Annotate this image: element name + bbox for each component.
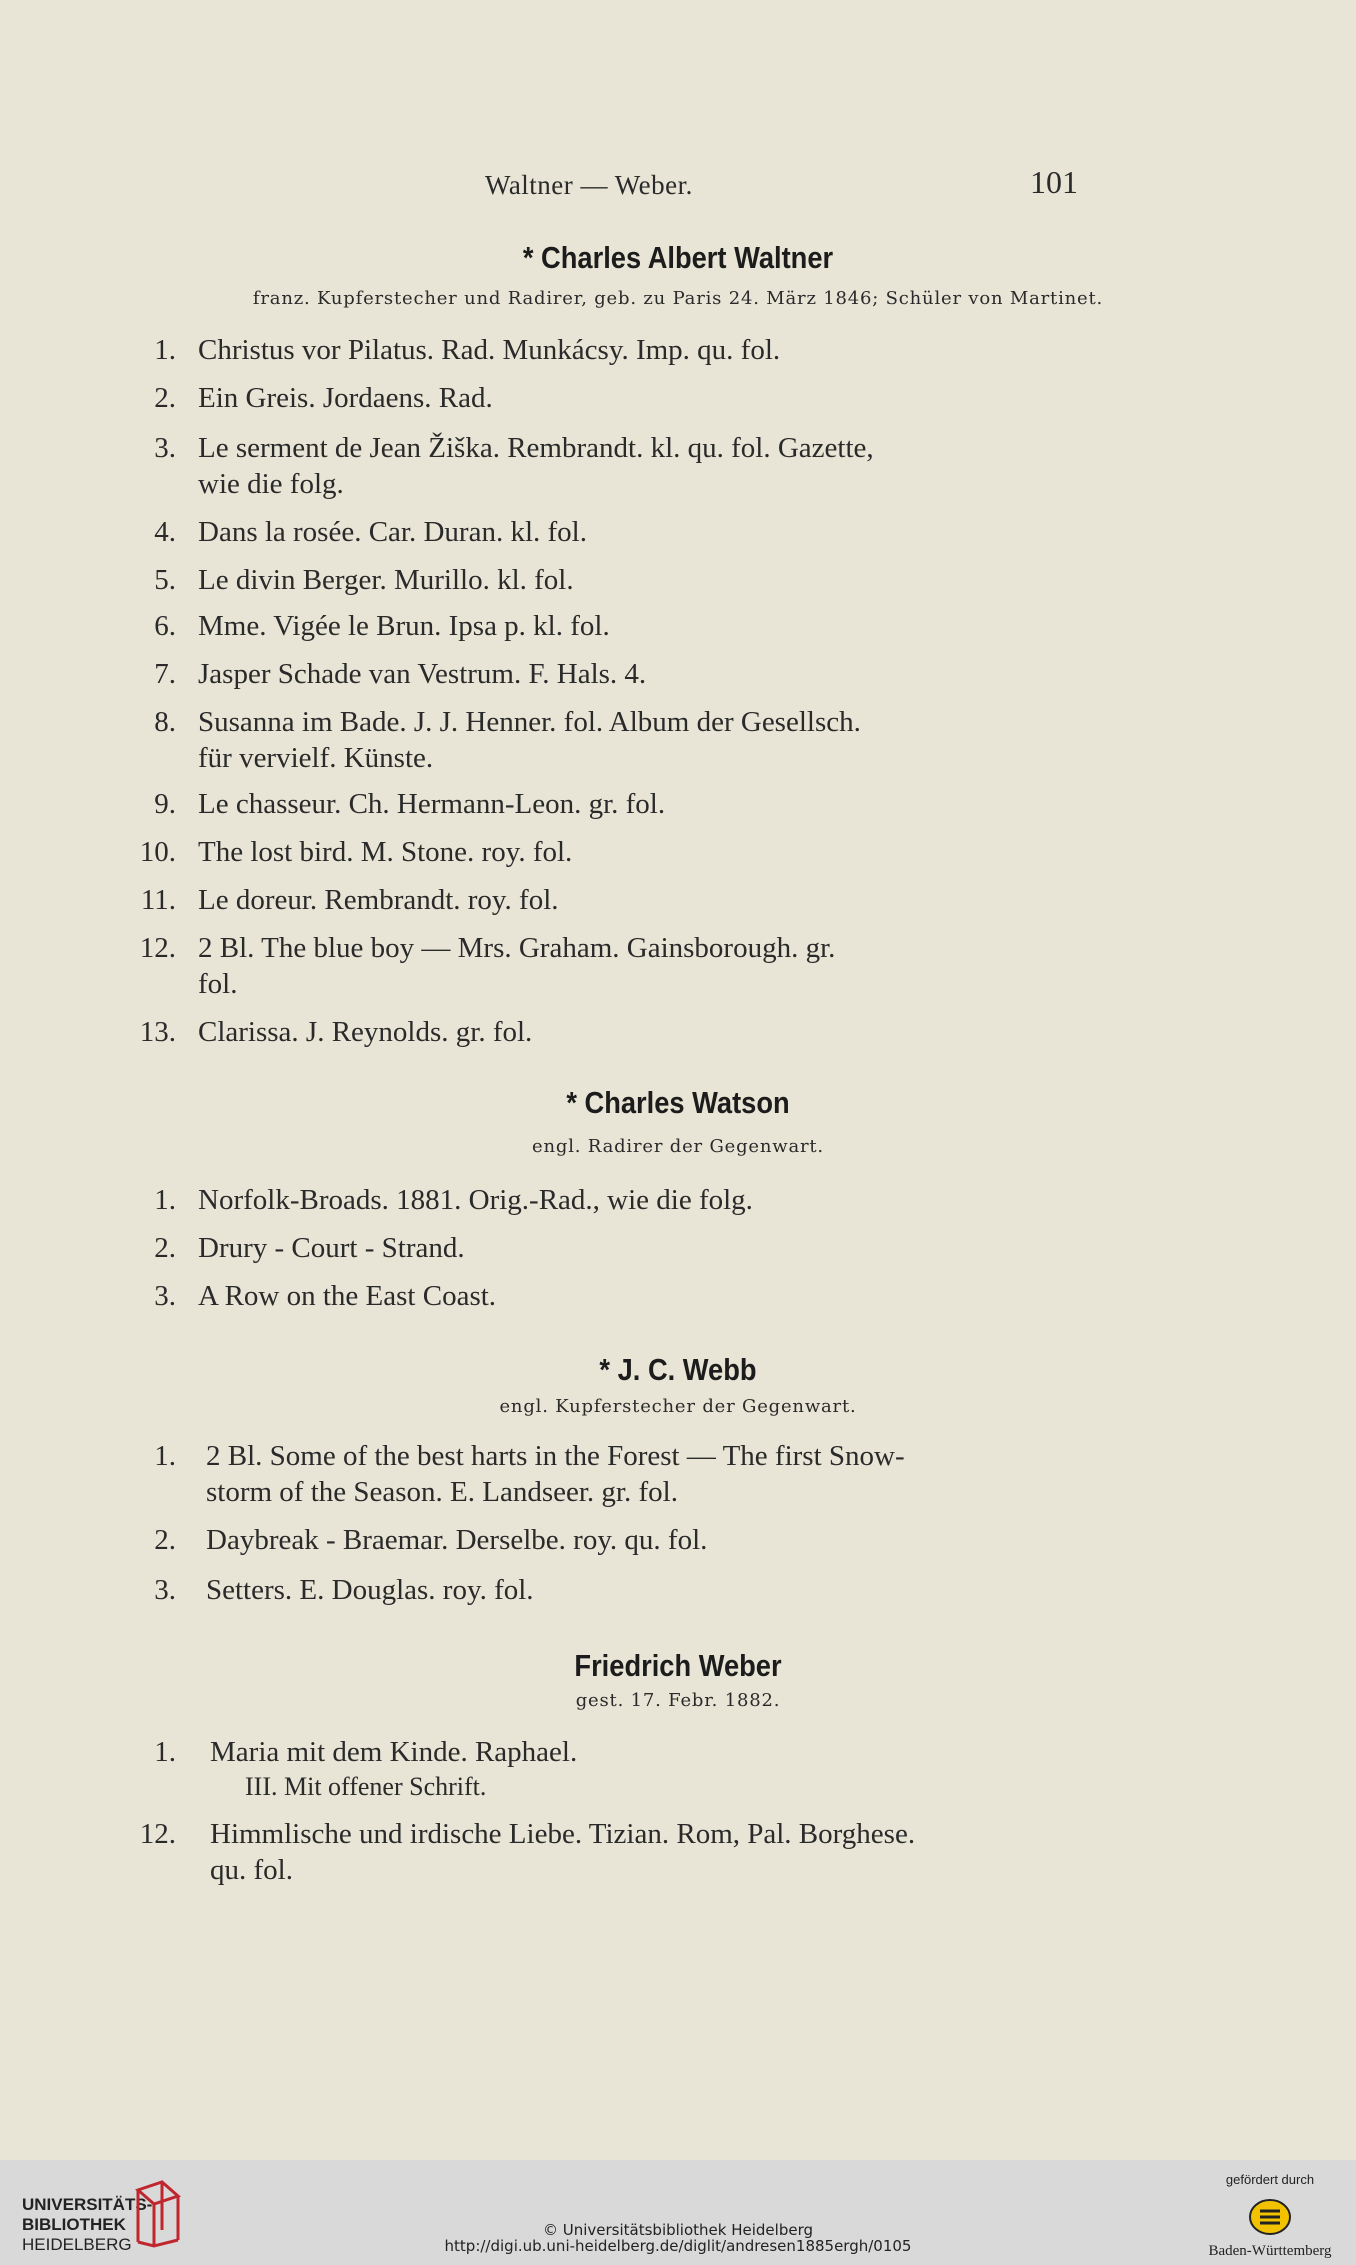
section-subtitle-webb: engl. Kupferstecher der Gegenwart.	[499, 1396, 857, 1417]
viewer-footer	[0, 2160, 1356, 2265]
sponsor-block	[1195, 2172, 1345, 2260]
section-subtitle-weber: gest. 17. Febr. 1882.	[575, 1690, 781, 1711]
permalink[interactable]: http://digi.ub.uni-heidelberg.de/diglit/andresen1885ergh/0105	[444, 2237, 912, 2255]
section-subtitle-waltner: franz. Kupferstecher und Radirer, geb. zu Paris 24. März 1846; Schüler von Martinet.	[252, 288, 1104, 309]
list-item-note: III. Mit offener Schrift.	[245, 1772, 487, 1801]
library-logo[interactable]: UNIVERSITÄTS- BIBLIOTHEK HEIDELBERG	[22, 2195, 153, 2254]
scanned-page: Waltner — Weber. 101 * Charles Albert Waltner franz. Kupferstecher und Radirer, geb. zu Paris 24. März 1846; Schüler von Martinet. 1. Christus vor Pilatus. Rad. Munkácsy. Imp. qu. fol. 2. Ein Greis. Jordaens. Rad. 3. Le serment de Jean Žiška. Rembrandt. kl. qu. fol. Gazette, wie die folg. 4. Dans la rosée. Car. Duran. kl. fol. 5. Le divin Berger. Murillo. kl. fol. 6. Mme. Vigée le Brun. Ipsa p. kl. fol. 7. Jasper Schade van Vestrum. F. Hals. 4. 8. Susanna im Bade. J. J. Henner. fol. Album der Gesellsch. für vervielf. Künste. 9. Le chasseur. Ch. Hermann-Leon. gr. fol. 10. The lost bird. M. Stone. roy. fol. 11. Le doreur. Rembrandt. roy. fol. 12. 2 Bl. The blue boy — Mrs. Graham. Gainsborough. gr. fol. 13. Clarissa. J. Reynolds. gr. fol. * Charles Watson engl. Radirer der Gegenwart. 1. Norfolk-Broads. 1881. Orig.-Rad., wie die folg. 2. Drury - Court - Strand. 3. A Row on the East Coast. * J. C. Webb engl. Kupferstecher der Gegenwart. 1. 2 Bl. Some of the best harts in the Forest — The first Snow- storm of the Season. E. Landseer. gr. fol. 2. Daybreak - Braemar. Derselbe. roy. qu. fol. 3. Setters. E. Douglas. roy. fol. Friedrich Weber gest. 17. Febr. 1882. 1. Maria mit dem Kinde. Raphael. III. Mit offener Schrift. 12. Himmlische und irdische Liebe. Tizian. Rom, Pal. Borghese. qu. fol.	[0, 0, 1356, 2160]
section-title-waltner: * Charles Albert Waltner	[522, 240, 834, 275]
section-title-weber: Friedrich Weber	[574, 1648, 782, 1683]
section-subtitle-watson: engl. Radirer der Gegenwart.	[532, 1136, 824, 1157]
running-title: Waltner — Weber.	[485, 170, 693, 200]
section-title-watson: * Charles Watson	[566, 1085, 790, 1120]
section-title-webb: * J. C. Webb	[599, 1352, 757, 1387]
page-number: 101	[1030, 164, 1078, 200]
sponsor-label: gefördert durch	[1225, 2172, 1315, 2187]
state-coat-of-arms-icon	[1248, 2195, 1292, 2239]
sponsor-name: Baden-Württemberg	[1208, 2243, 1332, 2259]
copyright-notice: © Universitätsbibliothek Heidelberg http://digi.ub.uni-heidelberg.de/diglit/andresen1885ergh/0105	[0, 2222, 1356, 2254]
